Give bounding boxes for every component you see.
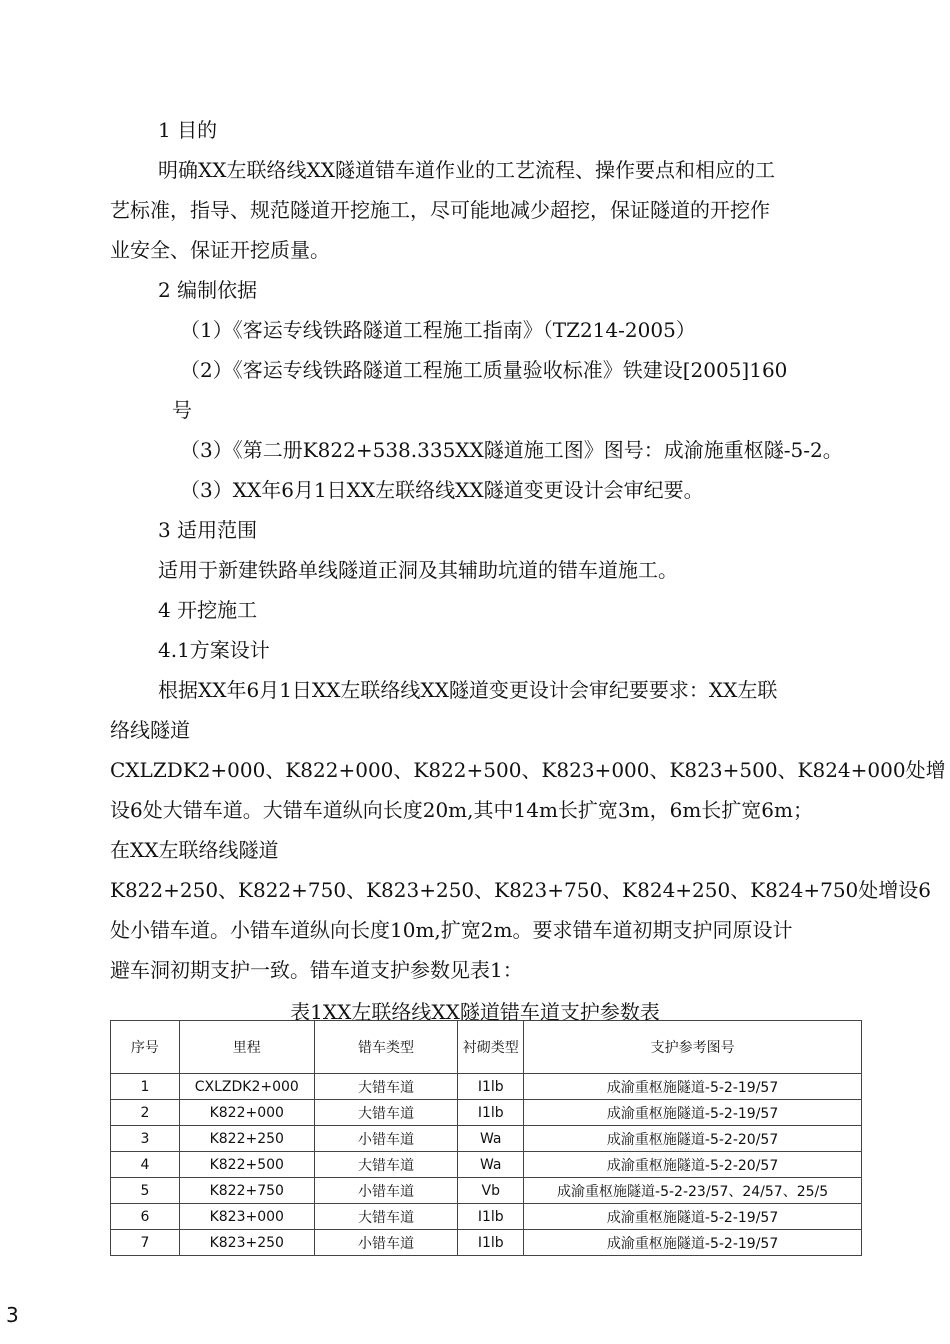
reference-item-continued: 号	[172, 398, 192, 422]
table-row	[111, 1126, 862, 1152]
cell-lining-type: I1lb	[458, 1074, 524, 1100]
cell-lane-type: 大错车道	[314, 1152, 458, 1178]
cell-mileage: K823+250	[179, 1230, 314, 1256]
cell-reference-drawing: 成渝重枢施隧道-5-2-19/57	[524, 1100, 862, 1126]
cell-lining-type: Vb	[458, 1178, 524, 1204]
cell-lane-type: 小错车道	[314, 1230, 458, 1256]
cell-lining-type: Wa	[458, 1126, 524, 1152]
subheading-design: 4.1方案设计	[158, 638, 270, 662]
reference-item: （2）《客运专线铁路隧道工程施工质量验收标准》铁建设[2005]160	[180, 358, 788, 382]
cell-lane-type: 大错车道	[314, 1100, 458, 1126]
heading-basis: 2 编制依据	[158, 278, 258, 302]
cell-mileage: CXLZDK2+000	[179, 1074, 314, 1100]
cell-mileage: K822+000	[179, 1100, 314, 1126]
header-lining-type: 衬砌类型	[458, 1021, 524, 1074]
cell-index: 4	[111, 1152, 180, 1178]
cell-index: 1	[111, 1074, 180, 1100]
cell-lane-type: 小错车道	[314, 1178, 458, 1204]
table-row	[111, 1178, 862, 1204]
cell-lining-type: Wa	[458, 1152, 524, 1178]
header-mileage: 里程	[179, 1021, 314, 1074]
paragraph-line: CXLZDK2+000、K822+000、K822+500、K823+000、K823+500、K824+000处增	[110, 758, 946, 782]
heading-scope: 3 适用范围	[158, 518, 258, 542]
cell-index: 5	[111, 1178, 180, 1204]
header-lane-type: 错车类型	[314, 1021, 458, 1074]
table-row	[111, 1230, 862, 1256]
table-caption: 表1XX左联络线XX隧道错车道支护参数表	[290, 1000, 660, 1024]
paragraph-line: 明确XX左联络线XX隧道错车道作业的工艺流程、操作要点和相应的工	[158, 158, 775, 182]
page-number: 3	[6, 1303, 19, 1327]
paragraph-line: 处小错车道。小错车道纵向长度10m,扩宽2m。要求错车道初期支护同原设计	[110, 918, 793, 942]
cell-reference-drawing: 成渝重枢施隧道-5-2-20/57	[524, 1152, 862, 1178]
cell-lining-type: I1lb	[458, 1100, 524, 1126]
paragraph-line: 业安全、保证开挖质量。	[110, 238, 330, 262]
cell-mileage: K822+250	[179, 1126, 314, 1152]
cell-reference-drawing: 成渝重枢施隧道-5-2-20/57	[524, 1126, 862, 1152]
cell-lane-type: 大错车道	[314, 1204, 458, 1230]
reference-item: （3）《第二册K822+538.335XX隧道施工图》图号：成渝施重枢隧-5-2。	[180, 438, 843, 462]
cell-mileage: K823+000	[179, 1204, 314, 1230]
table-row	[111, 1074, 862, 1100]
table-header-row	[111, 1021, 862, 1074]
table-row	[111, 1204, 862, 1230]
table-row	[111, 1152, 862, 1178]
paragraph-line: 适用于新建铁路单线隧道正洞及其辅助坑道的错车道施工。	[158, 558, 678, 582]
cell-mileage: K822+500	[179, 1152, 314, 1178]
heading-purpose: 1 目的	[158, 118, 218, 142]
support-parameter-table	[110, 1020, 862, 1256]
paragraph-line: 艺标准，指导、规范隧道开挖施工，尽可能地减少超挖，保证隧道的开挖作	[110, 198, 770, 222]
header-reference-drawing: 支护参考图号	[524, 1021, 862, 1074]
cell-lining-type: I1lb	[458, 1230, 524, 1256]
table-row	[111, 1100, 862, 1126]
cell-reference-drawing: 成渝重枢施隧道-5-2-19/57	[524, 1230, 862, 1256]
paragraph-line: K822+250、K822+750、K823+250、K823+750、K824+250、K824+750处增设6	[110, 878, 932, 902]
cell-index: 2	[111, 1100, 180, 1126]
cell-index: 3	[111, 1126, 180, 1152]
header-index: 序号	[111, 1021, 180, 1074]
paragraph-line: 避车洞初期支护一致。错车道支护参数见表1：	[110, 958, 523, 982]
cell-index: 6	[111, 1204, 180, 1230]
heading-excavation: 4 开挖施工	[158, 598, 258, 622]
cell-mileage: K822+750	[179, 1178, 314, 1204]
cell-lining-type: I1lb	[458, 1204, 524, 1230]
cell-reference-drawing: 成渝重枢施隧道-5-2-19/57	[524, 1204, 862, 1230]
reference-item: （1）《客运专线铁路隧道工程施工指南》（TZ214-2005）	[180, 318, 696, 342]
cell-reference-drawing: 成渝重枢施隧道-5-2-19/57	[524, 1074, 862, 1100]
cell-index: 7	[111, 1230, 180, 1256]
cell-lane-type: 小错车道	[314, 1126, 458, 1152]
cell-lane-type: 大错车道	[314, 1074, 458, 1100]
reference-item: （3）XX年6月1日XX左联络线XX隧道变更设计会审纪要。	[180, 478, 704, 502]
paragraph-line: 根据XX年6月1日XX左联络线XX隧道变更设计会审纪要要求：XX左联	[158, 678, 778, 702]
cell-reference-drawing: 成渝重枢施隧道-5-2-23/57、24/57、25/5	[524, 1178, 862, 1204]
paragraph-line: 在XX左联络线隧道	[110, 838, 279, 862]
paragraph-line: 络线隧道	[110, 718, 190, 742]
paragraph-line: 设6处大错车道。大错车道纵向长度20m,其中14m长扩宽3m，6m长扩宽6m；	[110, 798, 813, 822]
